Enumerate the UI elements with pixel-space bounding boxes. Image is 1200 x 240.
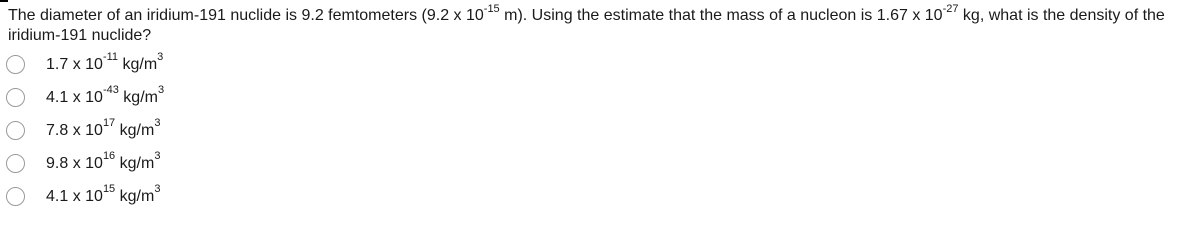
answer-option-3[interactable]	[6, 114, 164, 147]
answer-option-5[interactable]	[6, 180, 164, 213]
radio-button[interactable]	[6, 121, 25, 140]
answer-option-1[interactable]	[6, 48, 164, 81]
question-exponent-2: -27	[942, 2, 959, 15]
question-text	[8, 2, 1193, 46]
answer-options	[6, 48, 164, 213]
answer-option-2[interactable]	[6, 81, 164, 114]
answer-option-label: 9.8 x $10^{16}$ $kg/m^3$	[46, 150, 161, 172]
answer-option-label: 1.7 x $10^{-11}$ $kg/m^3$	[46, 51, 164, 73]
answer-option-label: 4.1 x $10^{-43}$ $kg/m^3$	[46, 84, 165, 106]
question-part-3: kg, what is the density of the iridium-191 nuclide?	[8, 7, 1165, 44]
radio-button[interactable]	[6, 187, 25, 206]
top-rule	[0, 0, 8, 2]
question-part-2: m). Using the estimate that the mass of a nucleon is 1.67 x 10	[499, 7, 943, 24]
question-exponent-1: -15	[483, 2, 500, 15]
answer-option-label: 4.1 x $10^{15}$ $kg/m^3$	[46, 183, 161, 205]
radio-button[interactable]	[6, 154, 25, 173]
radio-button[interactable]	[6, 55, 25, 74]
answer-option-4[interactable]	[6, 147, 164, 180]
answer-option-label: 7.8 x $10^{17}$ $kg/m^3$	[46, 117, 161, 139]
question-part-1: The diameter of an iridium-191 nuclide is 9.2 femtometers (9.2 x 10	[8, 7, 484, 24]
radio-button[interactable]	[6, 88, 25, 107]
